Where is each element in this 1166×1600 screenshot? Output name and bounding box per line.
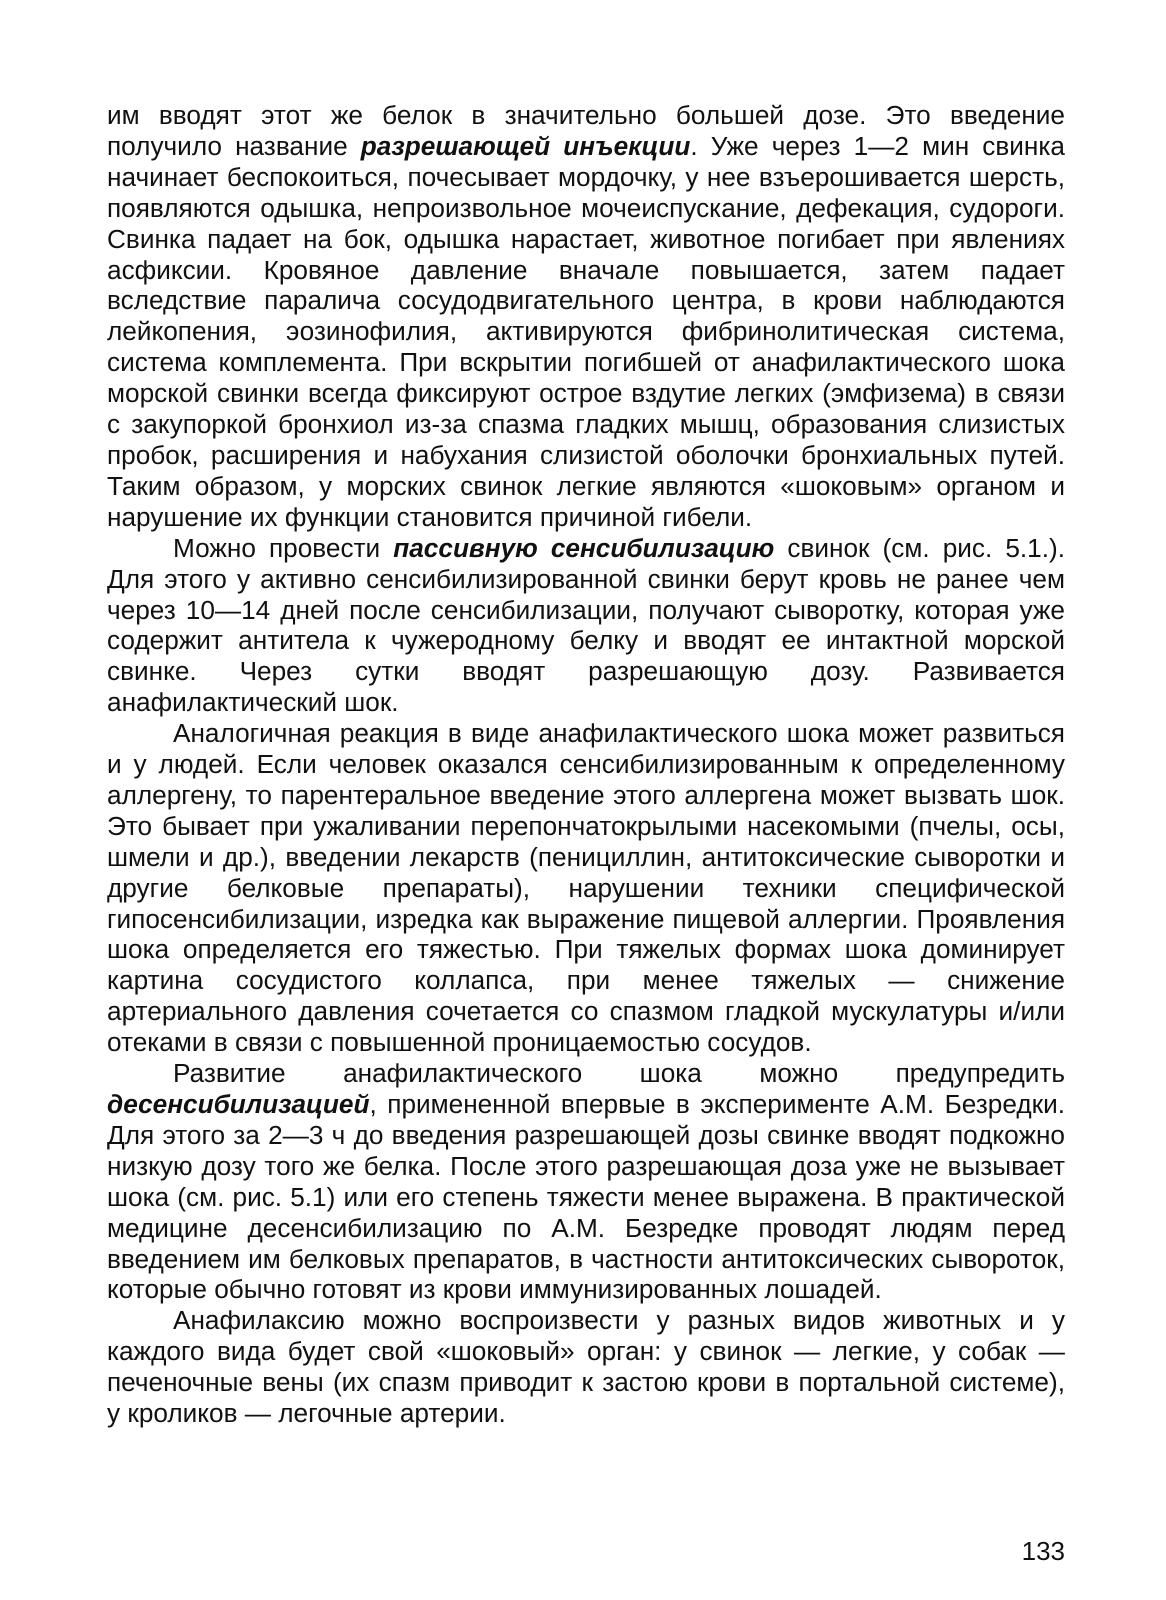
paragraph-4	[107, 1058, 1065, 1305]
paragraph-2	[107, 533, 1065, 718]
page-body	[107, 100, 1065, 1429]
text-segment: Развитие анафилактического шока можно предупредить	[173, 1058, 1065, 1089]
text-segment: Анафилаксию можно воспроизвести у разных видов животных и у каждого вида будет свой «шоковый» орган: у свинок — легкие, у собак — печеночные вены (их спазм приводит к застою крови в портальной системе), у кроликов — легочные артерии.	[107, 1305, 1065, 1429]
text-segment: Можно провести	[173, 532, 394, 563]
term-emphasis: пассивную сенсибилизацию	[393, 532, 775, 563]
text-segment: . Уже через 1—2 мин свинка начинает беспокоиться, почесывает мордочку, у нее взъерошивается шерсть, появляются одышка, непроизвольное мочеиспускание, дефекация, судороги. Свинка падает на бок, одышка нарастает, животное погибает при явлениях асфиксии. Кровяное давление вначале повышается, затем падает вследствие паралича сосудодвигательного центра, в крови наблюдаются лейкопения, эозинофилия, активируются фибринолитическая система, система комплемента. При вскрытии погибшей от анафилактического шока морской свинки всегда фиксируют острое вздутие легких (эмфизема) в связи с закупоркой бронхиол из-за спазма гладких мышц, образования слизистых пробок, расширения и набухания слизистой оболочки бронхиальных путей. Таким образом, у морских свинок легкие являются «шоковым» органом и нарушение их функции становится причиной гибели.	[107, 130, 1065, 532]
term-emphasis: десенсибилизацией	[107, 1089, 370, 1119]
text-segment: , примененной впервые в эксперименте А.М. Безредки. Для этого за 2—3 ч до введения разрешающей дозы свинке вводят подкожно низкую дозу того же белка. После этого разрешающая доза уже не вызывает шока (см. рис. 5.1) или его степень тяжести менее выражена. В практической медицине десенсибилизацию по А.М. Безредке проводят людям перед введением им белковых препаратов, в частности антитоксических сывороток, которые обычно готовят из крови иммунизированных лошадей.	[107, 1089, 1065, 1305]
page-number: 133	[1021, 1536, 1065, 1566]
paragraph-5	[107, 1305, 1065, 1429]
text-segment: им вводят этот же белок в значительно большей дозе. Это введение получило название	[107, 100, 1065, 161]
term-emphasis: разрешающей инъекции	[360, 130, 691, 161]
paragraph-3	[107, 718, 1065, 1058]
text-segment: Аналогичная реакция в виде анафилактического шока может развиться и у людей. Если человек оказался сенсибилизированным к определенному аллергену, то парентеральное введение этого аллергена может вызвать шок. Это бывает при ужаливании перепончатокрылыми насекомыми (пчелы, осы, шмели и др.), введении лекарств (пенициллин, антитоксические сыворотки и другие белковые препараты), нарушении техники специфической гипосенсибилизации, изредка как выражение пищевой аллергии. Проявления шока определяется его тяжестью. При тяжелых формах шока доминирует картина сосудистого коллапса, при менее тяжелых — снижение артериального давления сочетается со спазмом гладкой мускулатуры и/или отеками в связи с повышенной проницаемостью сосудов.	[107, 718, 1065, 1058]
text-segment: свинок (см. рис. 5.1.). Для этого у активно сенсибилизированной свинки берут кровь не ранее чем через 10—14 дней после сенсибилизации, получают сыворотку, которая уже содержит антитела к чужеродному белку и вводят ее интактной морской свинке. Через сутки вводят разрешающую дозу. Развивается анафилактический шок.	[107, 532, 1065, 718]
paragraph-1	[107, 100, 1065, 533]
